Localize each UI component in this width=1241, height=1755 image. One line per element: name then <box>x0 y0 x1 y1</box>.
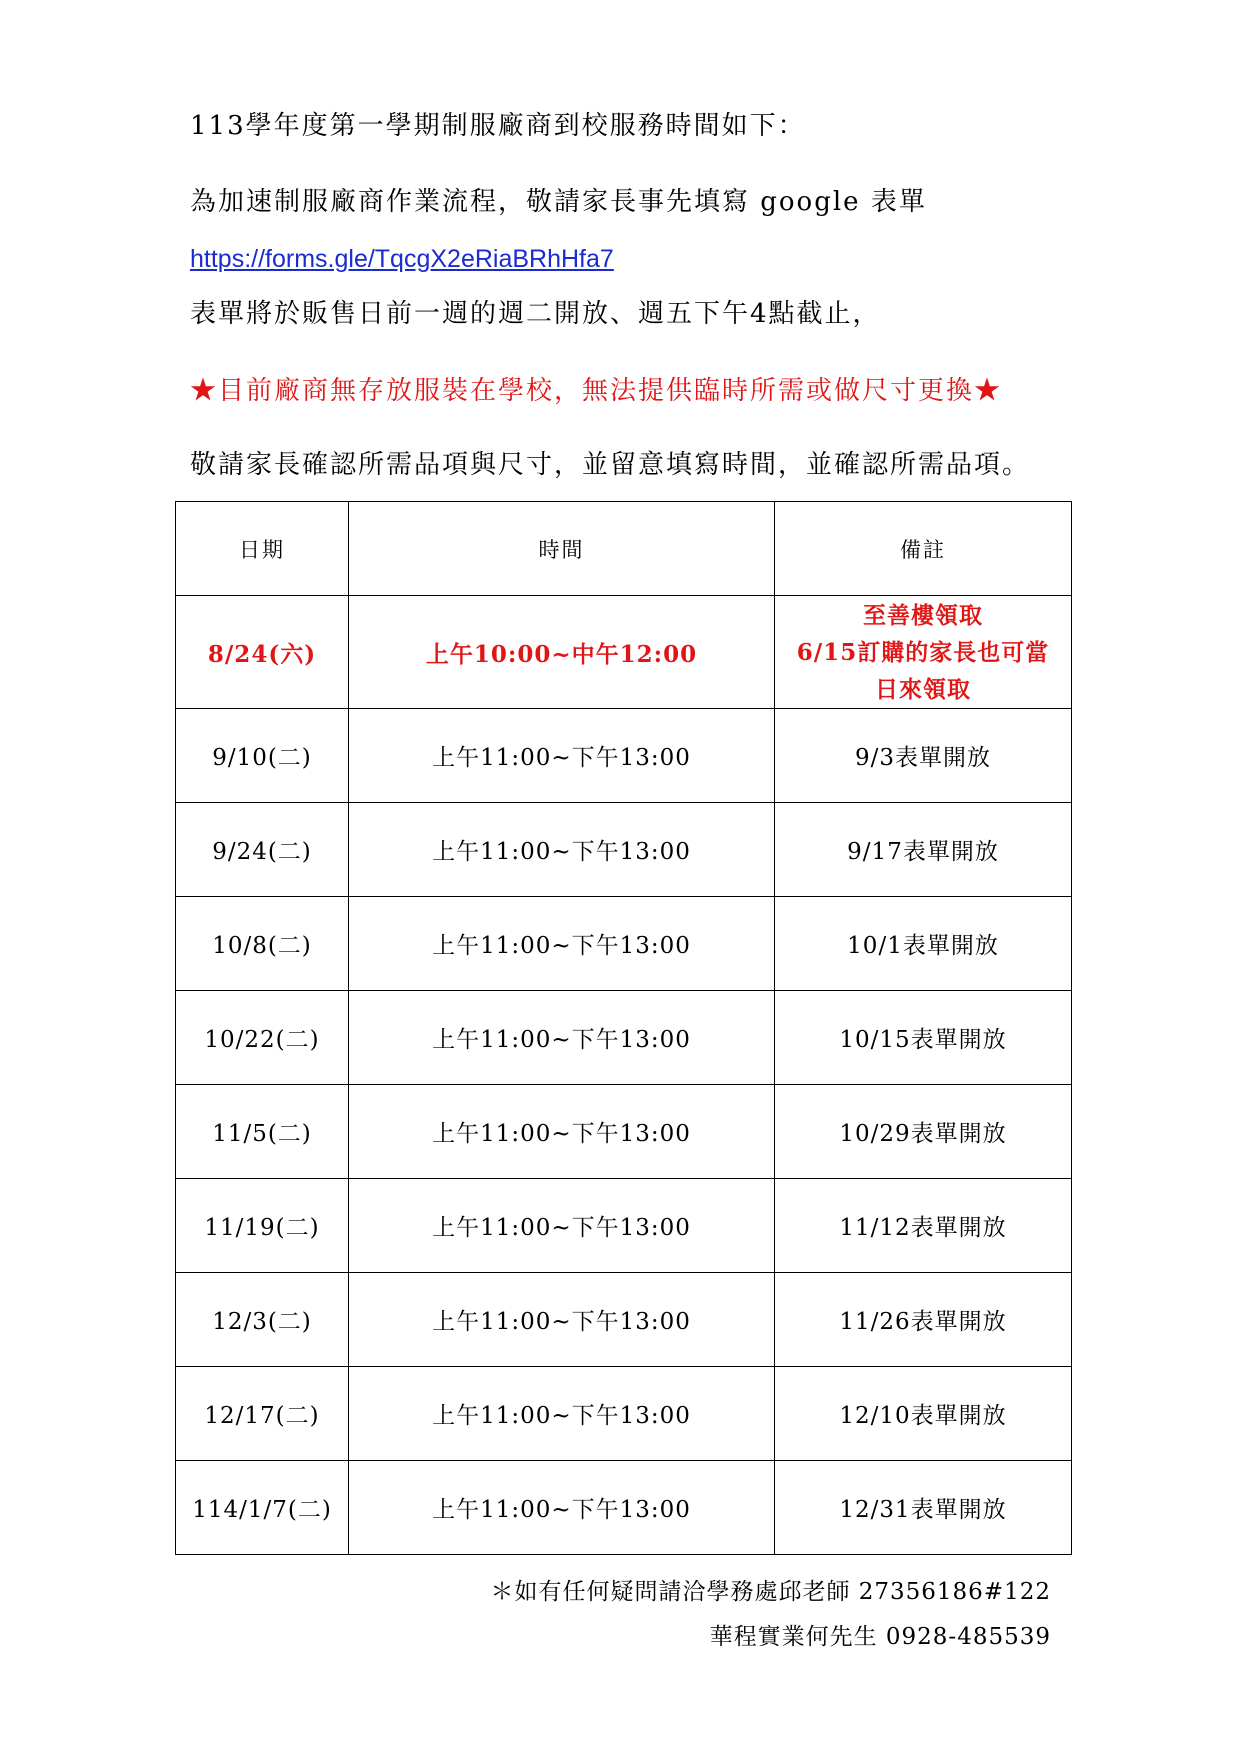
row-date: 8/24(六) <box>176 596 349 709</box>
schedule-table <box>175 501 1072 1555</box>
row-date: 114/1/7(二) <box>176 1461 349 1555</box>
row-date: 12/3(二) <box>176 1273 349 1367</box>
row-time: 上午11:00~下午13:00 <box>349 1367 775 1461</box>
row-time: 上午11:00~下午13:00 <box>349 1085 775 1179</box>
row-note-line: 至善樓領取 <box>863 601 983 629</box>
table-row <box>176 1179 1072 1273</box>
warning-text: ★目前廠商無存放服裝在學校，無法提供臨時所需或做尺寸更換★ <box>190 376 1003 406</box>
header-time: 時間 <box>349 502 775 596</box>
deadline-text: 表單將於販售日前一週的週二開放、週五下午4點截止， <box>190 299 881 329</box>
row-note: 10/15表單開放 <box>775 991 1072 1085</box>
row-note-line: 6/15訂購的家長也可當 <box>796 638 1050 666</box>
table-row <box>176 1461 1072 1555</box>
table-row <box>176 803 1072 897</box>
row-note: 10/1表單開放 <box>775 897 1072 991</box>
row-note: 9/17表單開放 <box>775 803 1072 897</box>
header-note: 備註 <box>775 502 1072 596</box>
row-time: 上午10:00~中午12:00 <box>349 596 775 709</box>
vendor-contact: 華程實業何先生 0928-485539 <box>709 1624 1051 1650</box>
google-form-link[interactable]: https://forms.gle/TqcgX2eRiaBRhHfa7 <box>190 245 614 273</box>
row-note: 10/29表單開放 <box>775 1085 1072 1179</box>
header-date: 日期 <box>176 502 349 596</box>
table-row <box>176 1367 1072 1461</box>
row-note: 12/10表單開放 <box>775 1367 1072 1461</box>
row-note <box>775 596 1072 709</box>
row-note-line: 日來領取 <box>875 675 971 703</box>
row-time: 上午11:00~下午13:00 <box>349 709 775 803</box>
table-header-row <box>176 502 1072 596</box>
table-row <box>176 897 1072 991</box>
row-time: 上午11:00~下午13:00 <box>349 991 775 1085</box>
row-date: 9/10(二) <box>176 709 349 803</box>
intro-text: 為加速制服廠商作業流程，敬請家長事先填寫 google 表單 <box>190 187 927 217</box>
table-row <box>176 1085 1072 1179</box>
row-time: 上午11:00~下午13:00 <box>349 803 775 897</box>
row-date: 9/24(二) <box>176 803 349 897</box>
row-time: 上午11:00~下午13:00 <box>349 897 775 991</box>
row-note: 11/26表單開放 <box>775 1273 1072 1367</box>
row-time: 上午11:00~下午13:00 <box>349 1179 775 1273</box>
page-title: 113學年度第一學期制服廠商到校服務時間如下： <box>190 111 806 141</box>
row-time: 上午11:00~下午13:00 <box>349 1273 775 1367</box>
table-row-highlight <box>176 596 1072 709</box>
row-note: 9/3表單開放 <box>775 709 1072 803</box>
row-note: 11/12表單開放 <box>775 1179 1072 1273</box>
row-date: 10/22(二) <box>176 991 349 1085</box>
teacher-contact: ＊如有任何疑問請洽學務處邱老師 27356186#122 <box>490 1579 1051 1605</box>
row-date: 12/17(二) <box>176 1367 349 1461</box>
row-date: 11/19(二) <box>176 1179 349 1273</box>
table-row <box>176 991 1072 1085</box>
reminder-text: 敬請家長確認所需品項與尺寸，並留意填寫時間，並確認所需品項。 <box>190 450 1031 480</box>
row-date: 11/5(二) <box>176 1085 349 1179</box>
row-date: 10/8(二) <box>176 897 349 991</box>
table-row <box>176 1273 1072 1367</box>
row-note: 12/31表單開放 <box>775 1461 1072 1555</box>
row-time: 上午11:00~下午13:00 <box>349 1461 775 1555</box>
table-row <box>176 709 1072 803</box>
